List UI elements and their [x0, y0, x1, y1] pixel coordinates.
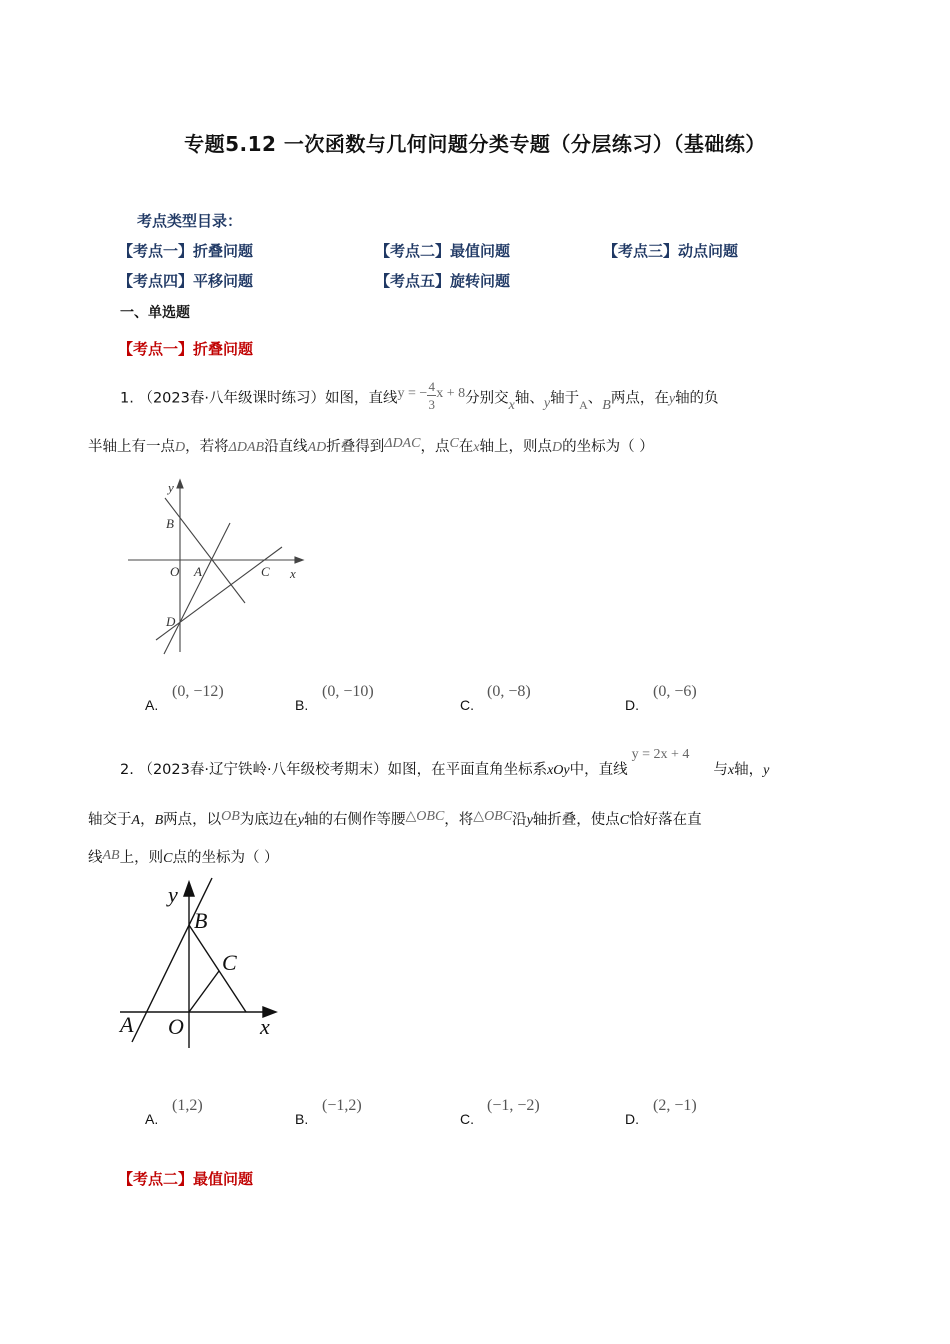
q1-option-b-value[interactable]: (0, −10)	[322, 683, 374, 700]
q2-option-b-value[interactable]: (−1,2)	[322, 1097, 362, 1114]
label-point-d: D	[166, 614, 176, 629]
q1-option-b-label[interactable]: B.	[295, 697, 309, 713]
q2-option-b-label[interactable]: B.	[295, 1111, 309, 1127]
label-y-axis: y	[168, 882, 178, 907]
q2-option-a-label[interactable]: A.	[145, 1111, 159, 1127]
label-point-b: B	[166, 516, 174, 531]
q2-option-c-value[interactable]: (−1, −2)	[487, 1097, 540, 1114]
question-source: （2023春·辽宁铁岭·八年级校考期末）	[138, 762, 388, 778]
q1-option-c-label[interactable]: C.	[460, 697, 474, 713]
label-point-a: A	[194, 564, 202, 579]
figure-2-isosceles-diagram	[110, 870, 290, 1050]
question-2-line-2: 轴交于A，B两点，以OB为底边在y轴的右侧作等腰△OBC，将△OBC沿y轴折叠，使点C恰好落在直	[88, 809, 702, 828]
question-number: 2.	[120, 762, 134, 778]
toc-item-extremum[interactable]: 【考点二】最值问题	[375, 242, 511, 260]
label-point-a: A	[120, 1012, 134, 1037]
equation: y = 2x + 4	[631, 747, 690, 762]
toc-item-translation[interactable]: 【考点四】平移问题	[118, 272, 254, 290]
label-x-axis: x	[260, 1014, 270, 1039]
label-origin: O	[168, 1014, 184, 1039]
question-1-line-2: 半轴上有一点D，若将ΔDAB沿直线AD折叠得到ΔDAC，点C在x轴上，则点D的坐标为（ ）	[88, 436, 654, 455]
figure-1-fold-diagram	[120, 470, 320, 660]
section-heading: 一、单选题	[120, 305, 190, 321]
question-1-line-1: 1. （2023春·八年级课时练习）如图，直线y = − $\frac{4}{3}$ x + 8分别交x轴、y轴于$_A$、B两点，在y轴的负	[120, 379, 719, 413]
toc-item-fold[interactable]: 【考点一】折叠问题	[118, 242, 254, 260]
label-origin: O	[170, 564, 180, 579]
q2-option-a-value[interactable]: (1,2)	[172, 1097, 203, 1114]
toc-item-moving-point[interactable]: 【考点三】动点问题	[603, 242, 739, 260]
label-y-axis: y	[168, 480, 174, 495]
topic-heading-extremum: 【考点二】最值问题	[118, 1170, 254, 1188]
page-title: 专题5.12 一次函数与几何问题分类专题（分层练习）（基础练）	[184, 132, 766, 156]
q1-option-d-value[interactable]: (0, −6)	[653, 683, 697, 700]
label-x-axis: x	[290, 566, 296, 581]
label-point-c: C	[222, 950, 237, 975]
q1-option-a-label[interactable]: A.	[145, 697, 159, 713]
label-point-c: C	[261, 564, 270, 579]
question-source: （2023春·八年级课时练习）	[138, 390, 325, 407]
toc-heading: 考点类型目录：	[137, 212, 243, 230]
q1-option-a-value[interactable]: (0, −12)	[172, 683, 224, 700]
equation: y = − $\frac{4}{3}$ x + 8	[397, 379, 466, 412]
question-2-line-3: 线AB上，则C点的坐标为（ ）	[88, 848, 279, 866]
label-point-b: B	[194, 908, 208, 933]
q1-option-d-label[interactable]: D.	[625, 697, 639, 713]
toc-item-rotation[interactable]: 【考点五】旋转问题	[375, 272, 511, 290]
q2-option-d-value[interactable]: (2, −1)	[653, 1097, 697, 1114]
question-number: 1.	[120, 390, 134, 407]
question-2-line-1: 2. （2023春·辽宁铁岭·八年级校考期末）如图，在平面直角坐标系xOy中，直线y = 2x + 4与x轴，y	[120, 747, 770, 778]
q2-option-c-label[interactable]: C.	[460, 1111, 474, 1127]
topic-heading-fold: 【考点一】折叠问题	[118, 340, 254, 358]
q2-option-d-label[interactable]: D.	[625, 1111, 639, 1127]
q1-option-c-value[interactable]: (0, −8)	[487, 683, 531, 700]
